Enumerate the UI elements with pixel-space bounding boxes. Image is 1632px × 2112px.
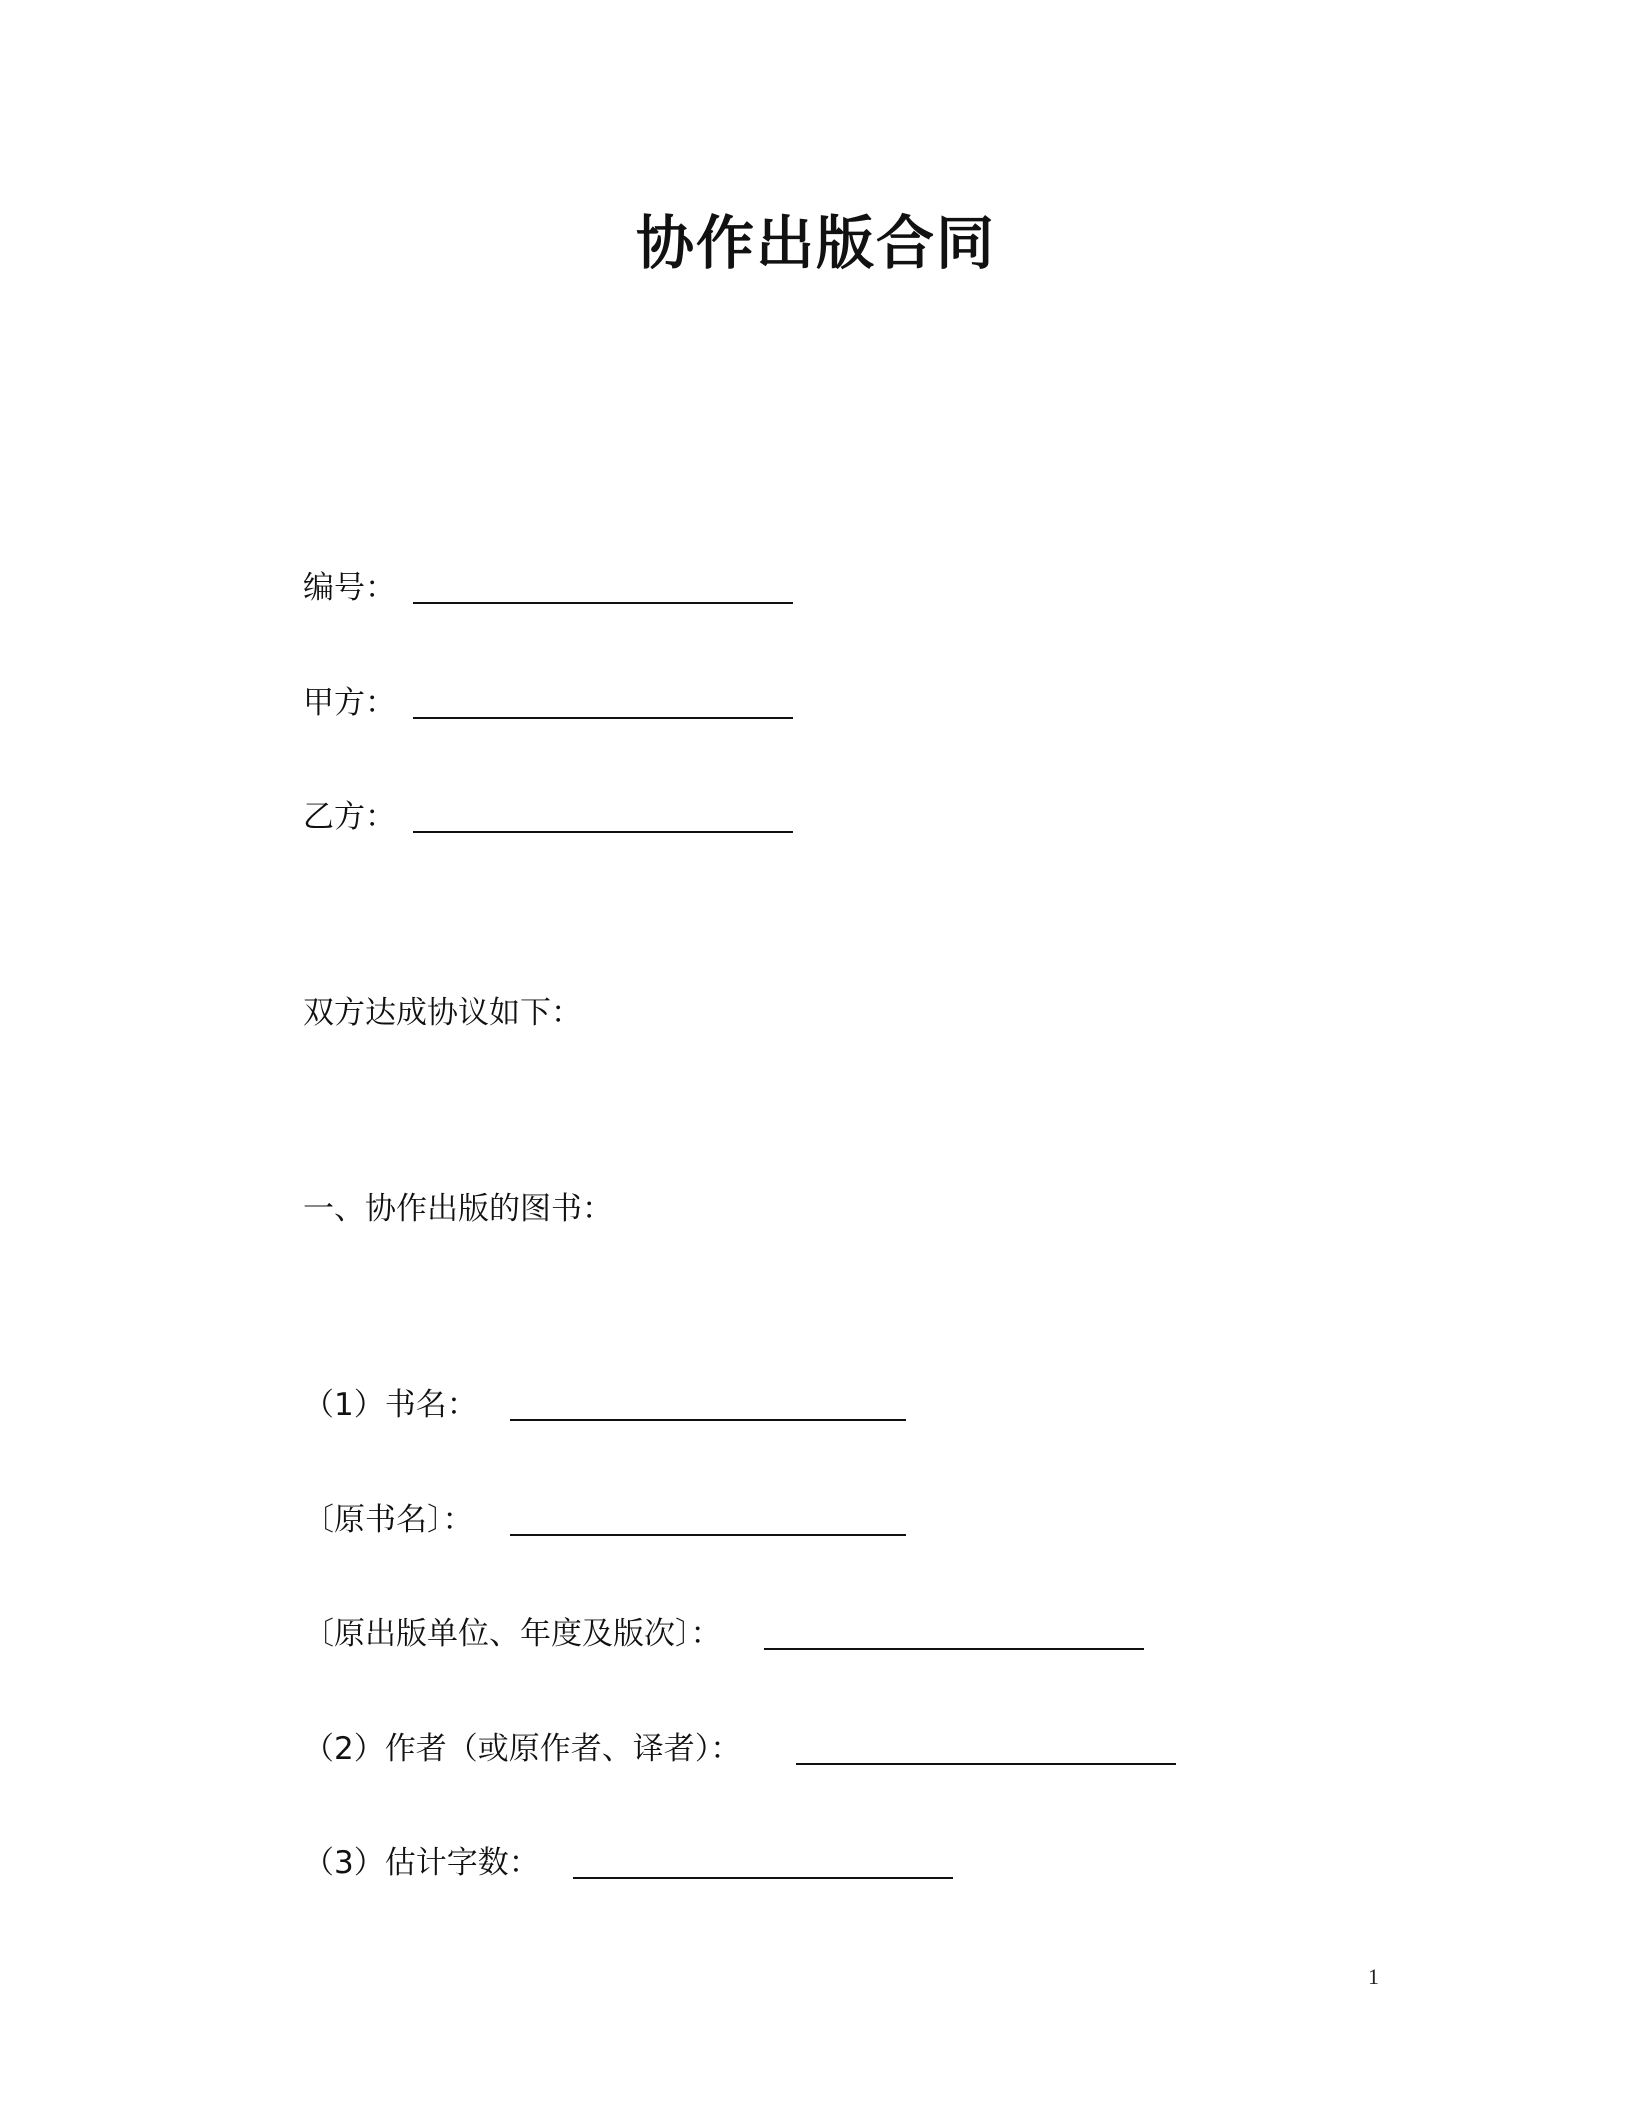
field-party-a-blank[interactable] (413, 687, 793, 719)
field-number-blank[interactable] (413, 572, 793, 604)
field-original-title-blank[interactable] (510, 1504, 906, 1536)
field-original-publisher-blank[interactable] (764, 1618, 1144, 1650)
agreement-intro: 双方达成协议如下： (303, 995, 582, 1031)
field-party-b-label: 乙方： (303, 799, 396, 835)
field-original-title-label: 〔原书名〕： (303, 1502, 474, 1538)
document-title: 协作出版合同 (635, 209, 996, 277)
field-author-label: （2）作者（或原作者、译者）： (303, 1731, 742, 1767)
field-book-title (303, 1385, 906, 1425)
field-book-title-label: （1）书名： (303, 1387, 478, 1423)
field-number-label: 编号： (303, 570, 396, 606)
field-original-publisher-label: 〔原出版单位、年度及版次〕： (303, 1616, 722, 1652)
field-book-title-blank[interactable] (510, 1389, 906, 1421)
page-number: 1 (1368, 1964, 1379, 1989)
field-original-title (303, 1500, 906, 1540)
field-word-count (303, 1843, 953, 1883)
field-party-a-label: 甲方： (303, 685, 396, 721)
section-one-heading: 一、协作出版的图书： (303, 1191, 613, 1227)
field-word-count-label: （3）估计字数： (303, 1845, 540, 1881)
field-party-b-blank[interactable] (413, 801, 793, 833)
field-author-blank[interactable] (796, 1733, 1176, 1765)
field-original-publisher (303, 1614, 1144, 1654)
field-word-count-blank[interactable] (573, 1847, 953, 1879)
field-author (303, 1729, 1176, 1769)
field-party-b (303, 797, 793, 837)
field-number (303, 568, 793, 608)
field-party-a (303, 683, 793, 723)
